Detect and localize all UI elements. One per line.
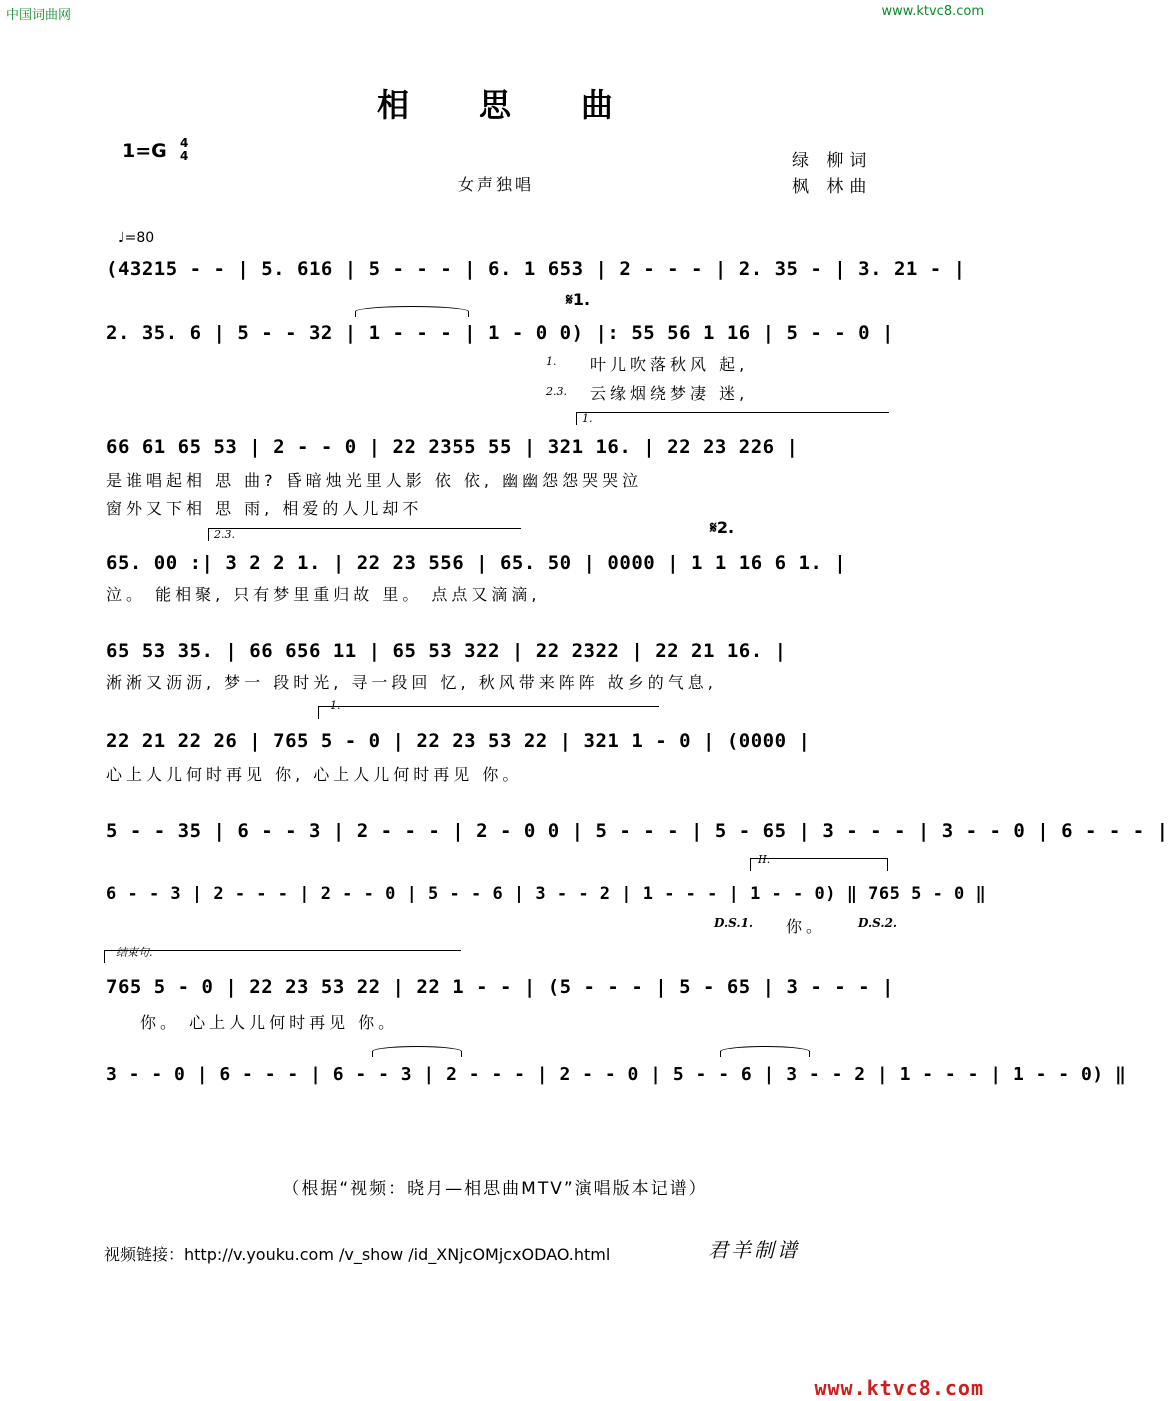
- meter-bottom: 4: [180, 149, 189, 163]
- lyrics-line-8: 你。: [786, 917, 827, 936]
- ending-1-bracket: [576, 412, 889, 425]
- tie-arc: [372, 1046, 462, 1057]
- lyrics-line-3a: 是谁唱起相 思 曲? 昏暗烛光里人影 依 依, 幽幽怨怨哭哭泣: [106, 471, 643, 490]
- ds-1-mark: D.S.1.: [714, 916, 754, 930]
- tie-arc: [355, 306, 469, 317]
- site-url-right[interactable]: www.ktvc8.com: [881, 4, 984, 19]
- lyricist-credit: 绿 柳词: [792, 151, 873, 171]
- segno-1-mark: 𝄋1.: [566, 290, 591, 309]
- composer-credit: 枫 林曲: [792, 177, 873, 197]
- ending-first-bracket: [318, 706, 659, 719]
- ending-2-3-bracket: [208, 528, 521, 541]
- ending-1-label: 1.: [582, 412, 593, 425]
- voice-type: 女声独唱: [458, 175, 535, 194]
- key-signature: 1=G: [122, 140, 167, 162]
- ending-second-label: II.: [758, 853, 771, 866]
- tie-arc: [720, 1046, 810, 1057]
- score-line-1: (43215 - - | 5. 616 | 5 - - - | 6. 1 653 | 2 - - - | 2. 35 - | 3. 21 - |: [106, 258, 966, 280]
- meter-top: 4: [180, 136, 189, 150]
- score-line-9: 765 5 - 0 | 22 23 53 22 | 22 1 - - | (5 - - - | 5 - 65 | 3 - - - |: [106, 976, 894, 998]
- time-signature: [180, 137, 188, 163]
- lyrics-line-6: 心上人儿何时再见 你, 心上人儿何时再见 你。: [106, 765, 523, 784]
- song-title: 相思曲: [376, 86, 683, 124]
- video-link[interactable]: 视频链接：http://v.youku.com /v_show /id_XNjcOMjcxODAO.html: [104, 1245, 611, 1264]
- score-line-8: 6 - - 3 | 2 - - - | 2 - - 0 | 5 - - 6 | 3 - - 2 | 1 - - - | 1 - - 0) ‖ 765 5 - 0 ‖: [106, 884, 987, 904]
- score-line-4: 65. 00 :| 3 2 2 1. | 22 23 556 | 65. 50 | 0000 | 1 1 16 6 1. |: [106, 552, 847, 574]
- site-name-left[interactable]: 中国词曲网: [6, 8, 72, 23]
- lyrics-verse-1: 叶儿吹落秋风 起,: [590, 355, 749, 374]
- segno-2-mark: 𝄋2.: [710, 518, 735, 537]
- transcriber-signature: 君羊制谱: [708, 1238, 800, 1262]
- coda-label: 结束句.: [116, 946, 153, 959]
- verse-1-label: 1.: [546, 355, 557, 368]
- tempo-marking: ♩=80: [118, 230, 155, 246]
- ending-first-label: 1.: [330, 699, 341, 712]
- lyrics-line-4: 泣。 能相聚, 只有梦里重归故 里。 点点又滴滴,: [106, 585, 541, 604]
- score-line-5: 65 53 35. | 66 656 11 | 65 53 322 | 22 2322 | 22 21 16. |: [106, 640, 787, 662]
- ds-2-mark: D.S.2.: [858, 916, 898, 930]
- lyrics-line-3b: 窗外又下相 思 雨, 相爱的人儿却不: [106, 499, 423, 518]
- lyrics-line-9: 你。 心上人儿何时再见 你。: [140, 1013, 399, 1032]
- score-line-10: 3 - - 0 | 6 - - - | 6 - - 3 | 2 - - - | 2 - - 0 | 5 - - 6 | 3 - - 2 | 1 - - - | 1 - - 0) ‖: [106, 1064, 1127, 1085]
- score-line-6: 22 21 22 26 | 765 5 - 0 | 22 23 53 22 | 321 1 - 0 | (0000 |: [106, 730, 811, 752]
- score-line-2: 2. 35. 6 | 5 - - 32 | 1 - - - | 1 - 0 0) |: 55 56 1 16 | 5 - - 0 |: [106, 322, 894, 344]
- lyrics-line-5: 淅淅又沥沥, 梦一 段时光, 寻一段回 忆, 秋风带来阵阵 故乡的气息,: [106, 673, 717, 692]
- coda-bracket: [104, 950, 461, 963]
- ending-second-bracket: [750, 858, 888, 871]
- ending-2-3-label: 2.3.: [214, 528, 235, 541]
- score-line-7: 5 - - 35 | 6 - - 3 | 2 - - - | 2 - 0 0 | 5 - - - | 5 - 65 | 3 - - - | 3 - - 0 | 6 - - - |: [106, 820, 1169, 842]
- watermark-logo: www.ktvc8.com: [814, 1376, 984, 1400]
- score-line-3: 66 61 65 53 | 2 - - 0 | 22 2355 55 | 321 16. | 22 23 226 |: [106, 436, 799, 458]
- verse-2-3-label: 2.3.: [546, 385, 567, 398]
- lyrics-verse-2-3: 云缘烟绕梦凄 迷,: [590, 384, 749, 403]
- source-note: （根据“视频：晓月—相思曲MTV”演唱版本记谱）: [282, 1179, 708, 1199]
